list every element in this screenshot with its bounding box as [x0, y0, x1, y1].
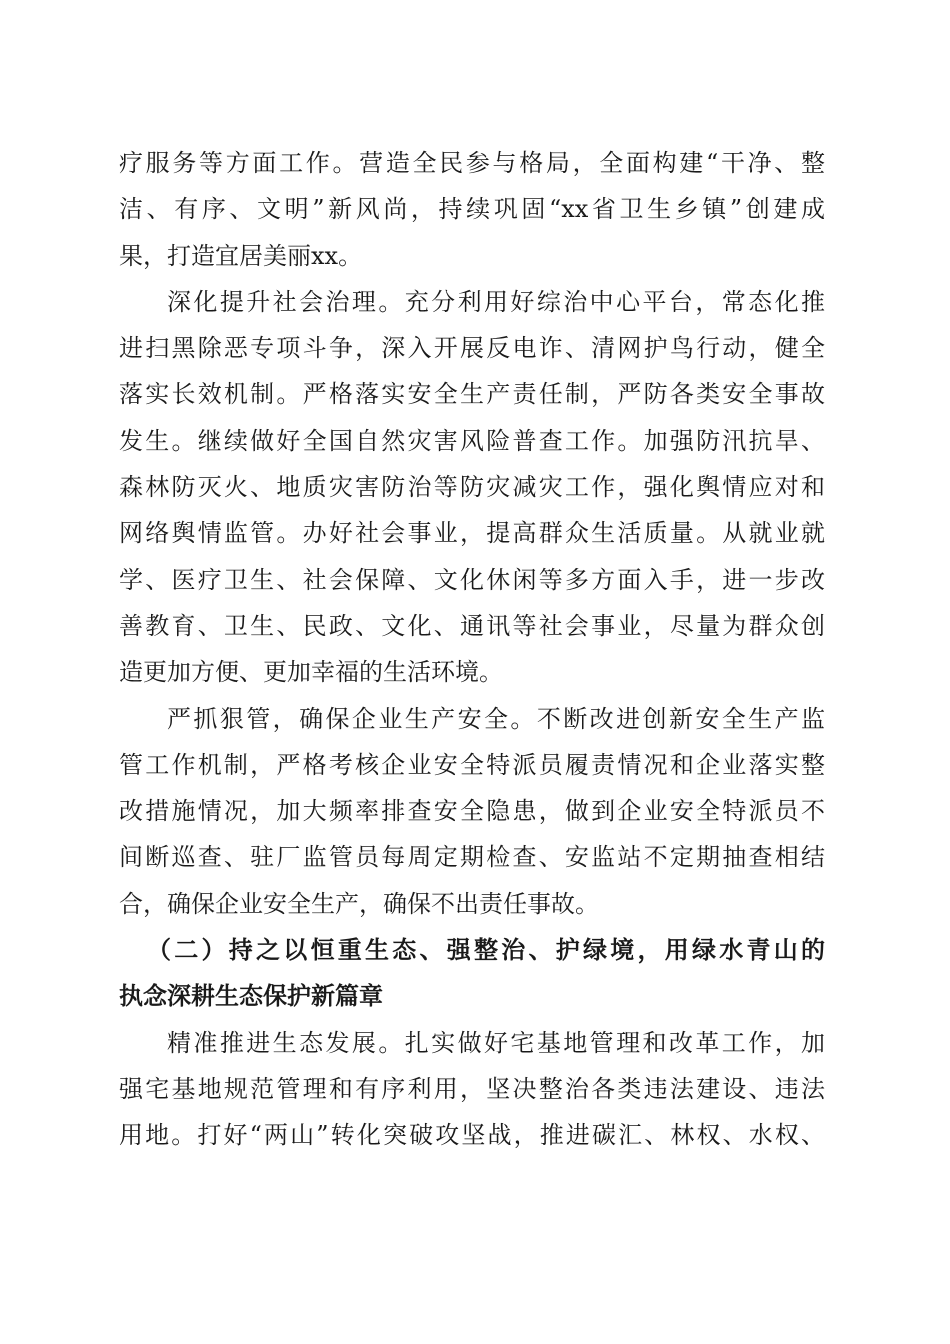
- text-line: 疗服务等方面工作。营造全民参与格局，全面构建“干净、整: [119, 149, 825, 177]
- section-heading: [119, 927, 825, 1020]
- text-line: 造更加方便、更加幸福的生活环境。: [119, 658, 503, 687]
- text-line: 果，打造宜居美丽xx。: [119, 241, 363, 270]
- text-line: 洁、有序、文明”新风尚，持续巩固“xx省卫生乡镇”创建成: [119, 195, 825, 224]
- text-line: 管工作机制，严格考核企业安全特派员履责情况和企业落实整: [119, 750, 825, 779]
- text-line: 强宅基地规范管理和有序利用，坚决整治各类违法建设、违法: [119, 1074, 825, 1103]
- paragraph-2: [119, 279, 825, 696]
- text-line: 用地。打好“两山”转化突破攻坚战，推进碳汇、林权、水权、: [119, 1121, 825, 1150]
- text-line: 间断巡查、驻厂监管员每周定期检查、安监站不定期抽查相结: [119, 843, 825, 872]
- paragraph-1: [119, 140, 825, 279]
- text-line: 改措施情况，加大频率排查安全隐患，做到企业安全特派员不: [119, 797, 825, 826]
- text-line: 合，确保企业安全生产，确保不出责任事故。: [119, 889, 599, 918]
- text-line: 善教育、卫生、民政、文化、通讯等社会事业，尽量为群众创: [119, 611, 825, 640]
- heading-line: 执念深耕生态保护新篇章: [119, 981, 383, 1011]
- text-line: 网络舆情监管。办好社会事业，提高群众生活质量。从就业就: [119, 519, 825, 548]
- text-line: 落实长效机制。严格落实安全生产责任制，严防各类安全事故: [119, 380, 825, 409]
- paragraph-3: [119, 696, 825, 927]
- text-line: 进扫黑除恶专项斗争，深入开展反电诈、清网护鸟行动，健全: [119, 334, 825, 363]
- text-line: 精准推进生态发展。扎实做好宅基地管理和改革工作，加: [167, 1028, 825, 1057]
- document-body: [119, 140, 825, 1159]
- paragraph-4: [119, 1020, 825, 1159]
- heading-line: （二）持之以恒重生态、强整治、护绿境，用绿水青山的: [147, 935, 825, 965]
- text-line: 森林防灭火、地质灾害防治等防灾减灾工作，强化舆情应对和: [119, 473, 825, 502]
- text-line: 深化提升社会治理。充分利用好综治中心平台，常态化推: [167, 287, 825, 316]
- text-line: 发生。继续做好全国自然灾害风险普查工作。加强防汛抗旱、: [119, 426, 825, 455]
- text-line: 严抓狠管，确保企业生产安全。不断改进创新安全生产监: [167, 704, 825, 733]
- text-line: 学、医疗卫生、社会保障、文化休闲等多方面入手，进一步改: [119, 565, 825, 594]
